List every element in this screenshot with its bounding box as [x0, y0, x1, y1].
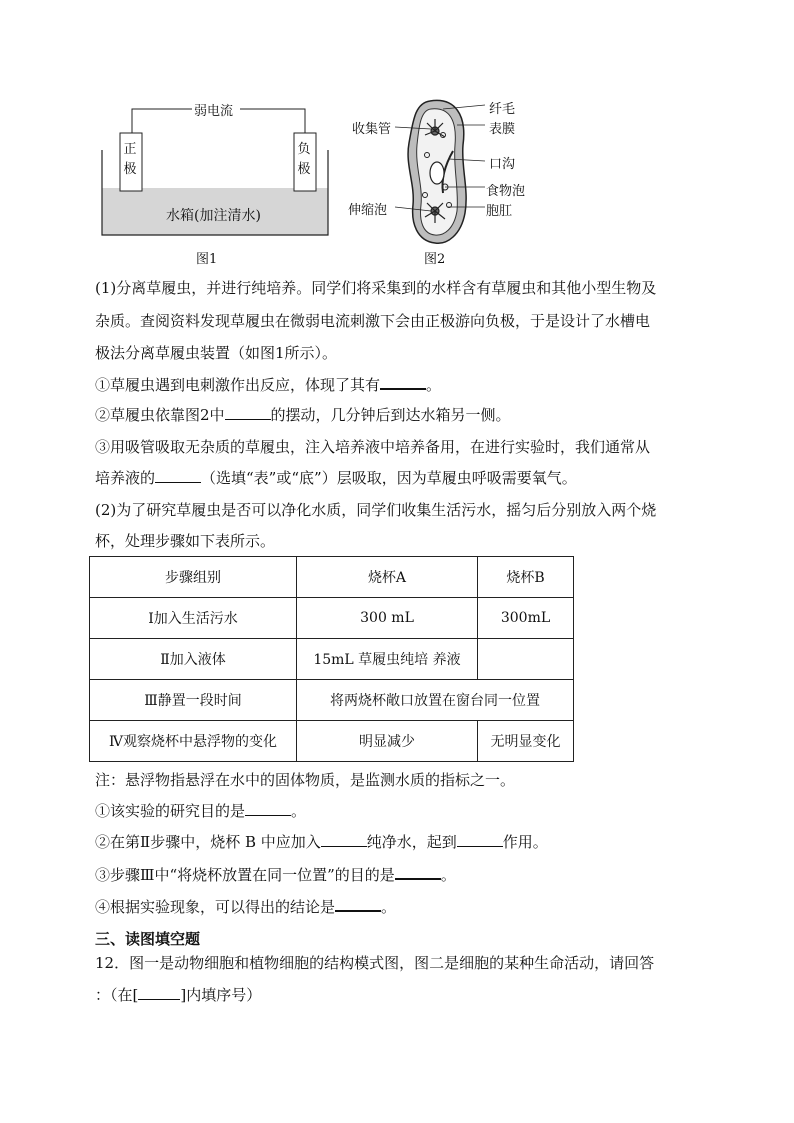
table-cell: 将两烧杯敞口放置在窗台同一位置 [297, 680, 574, 721]
table-row [90, 721, 574, 762]
figure1-caption: 图1 [196, 252, 218, 267]
table-cell: 15mL 草履虫纯培 养液 [297, 639, 478, 680]
section3-title: 三、读图填空题 [95, 930, 201, 948]
table-cell: 300 mL [297, 598, 478, 639]
part2-question3: ③步骤Ⅲ中“将烧杯放置在同一位置”的目的是 。 [95, 866, 456, 884]
table-header-cell: 烧杯A [297, 557, 478, 598]
answer-blank[interactable] [321, 832, 367, 847]
table-cell: Ⅲ静置一段时间 [90, 680, 297, 721]
table-header-cell: 步骤组别 [90, 557, 297, 598]
tank-label: 水箱(加注清水) [166, 208, 261, 224]
label-anal-pore: 胞肛 [486, 204, 513, 219]
label-oral-groove: 口沟 [489, 157, 516, 172]
table-cell: 无明显变化 [478, 721, 574, 762]
table-row [90, 680, 574, 721]
answer-blank[interactable] [245, 801, 291, 816]
answer-blank[interactable] [395, 864, 441, 880]
part2-question2: ②在第Ⅱ步骤中，烧杯 B 中应加入 纯净水，起到 作用。 [95, 833, 548, 851]
part2-question1: ①该实验的研究目的是 。 [95, 802, 307, 820]
part1-question3-line1: ③用吸管吸取无杂质的草履虫，注入培养液中培养备用，在进行实验时，我们通常从 [95, 438, 651, 456]
part1-question2: ②草履虫依靠图2中 的摆动，几分钟后到达水箱另一侧。 [95, 406, 511, 424]
label-membrane: 表膜 [489, 122, 516, 137]
part1-question3-line2: 培养液的 （选填“表”或“底”）层吸取，因为草履虫呼吸需要氧气。 [95, 469, 577, 487]
table-header-cell: 烧杯B [478, 557, 574, 598]
part1-intro-line2: 杂质。查阅资料发现草履虫在微弱电流刺激下会由正极游向负极，于是设计了水槽电 [95, 312, 651, 330]
label-collecting-tube: 收集管 [352, 122, 392, 137]
answer-blank[interactable] [457, 832, 503, 847]
table-row [90, 639, 574, 680]
part1-intro-line3: 极法分离草履虫装置（如图1所示）。 [95, 344, 338, 362]
steps-table [89, 556, 574, 762]
part2-question4: ④根据实验现象，可以得出的结论是 。 [95, 898, 397, 916]
answer-blank[interactable] [335, 896, 381, 912]
part2-intro-line1: (2)为了研究草履虫是否可以净化水质，同学们收集生活污水，摇匀后分别放入两个烧 [95, 501, 657, 519]
positive-electrode-label: 正 极 [123, 142, 137, 177]
paramecium-illustration [395, 95, 485, 250]
part2-note: 注：悬浮物指悬浮在水中的固体物质，是监测水质的指标之一。 [95, 771, 516, 789]
figure2-caption: 图2 [424, 252, 446, 267]
table-cell: Ⅱ加入液体 [90, 639, 297, 680]
question12-line1: 12．图一是动物细胞和植物细胞的结构模式图，图二是细胞的某种生命活动，请回答 [95, 954, 655, 972]
negative-electrode-label: 负 极 [297, 142, 311, 177]
table-row [90, 557, 574, 598]
table-cell [478, 639, 574, 680]
label-cilia: 纤毛 [489, 102, 516, 117]
part1-question1: ①草履虫遇到电刺激作出反应，体现了其有 。 [95, 376, 442, 394]
table-cell: 明显减少 [297, 721, 478, 762]
table-cell: 300mL [478, 598, 574, 639]
table-row [90, 598, 574, 639]
label-contractile-vacuole: 伸缩泡 [348, 203, 388, 218]
label-food-vacuole: 食物泡 [486, 184, 526, 199]
answer-blank[interactable] [155, 468, 201, 483]
question12-line2: ：（在[ ]内填序号） [95, 986, 262, 1004]
table-cell: Ⅰ加入生活污水 [90, 598, 297, 639]
answer-blank[interactable] [138, 985, 180, 1000]
current-label: 弱电流 [194, 104, 234, 119]
answer-blank[interactable] [380, 374, 426, 390]
table-cell: Ⅳ观察烧杯中悬浮物的变化 [90, 721, 297, 762]
part1-intro-line1: (1)分离草履虫，并进行纯培养。同学们将采集到的水样含有草履虫和其他小型生物及 [95, 279, 657, 297]
answer-blank[interactable] [225, 405, 271, 420]
part2-intro-line2: 杯，处理步骤如下表所示。 [95, 532, 276, 550]
